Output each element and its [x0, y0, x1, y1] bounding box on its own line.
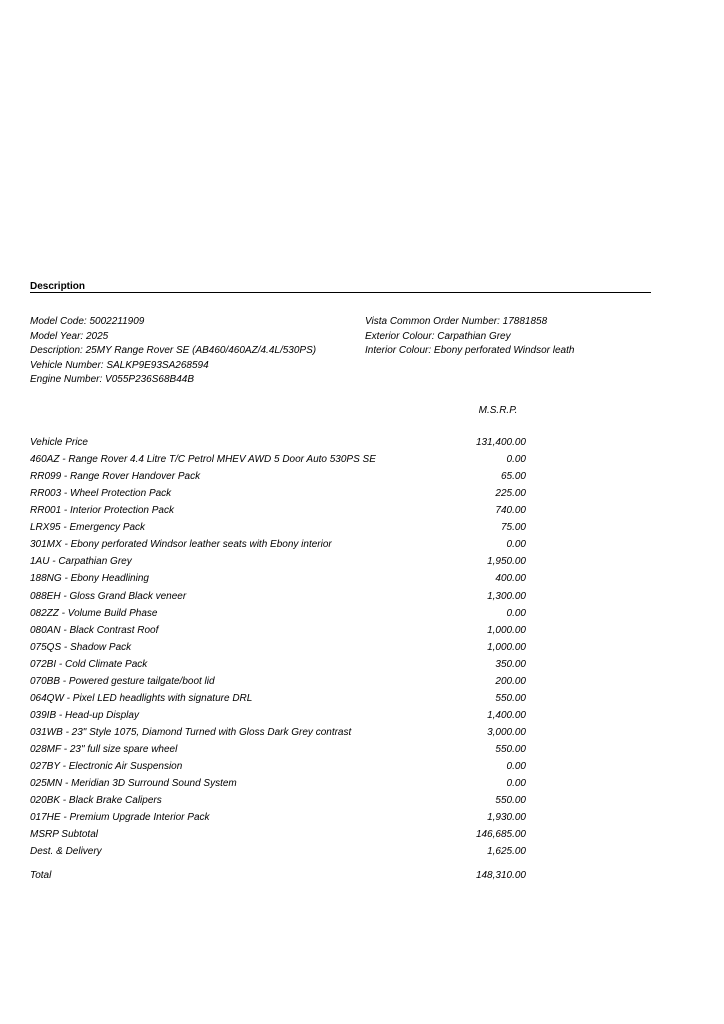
line-item-row [30, 573, 526, 586]
line-item-row [30, 710, 526, 723]
line-item-price: 0.00 [506, 539, 526, 551]
line-item-price: 146,685.00 [475, 829, 526, 841]
line-item-price: 65.00 [500, 471, 526, 483]
line-item-price: 0.00 [506, 454, 526, 466]
line-item-label: 020BK - Black Brake Calipers [30, 795, 162, 806]
line-item-label: 301MX - Ebony perforated Windsor leather seats with Ebony interior [30, 539, 332, 551]
vehicle-info-left [30, 315, 360, 388]
line-item-row [30, 727, 526, 740]
interior-colour: Interior Colour: Ebony perforated Windsor leath [365, 345, 575, 357]
line-item-price: 75.00 [500, 522, 526, 534]
line-item-label: RR003 - Wheel Protection Pack [30, 488, 172, 500]
line-item-row [30, 556, 526, 569]
line-item-label: RR001 - Interior Protection Pack [30, 505, 174, 517]
line-item-label: 072BI - Cold Climate Pack [30, 658, 148, 670]
line-item-row [30, 676, 526, 689]
line-item-label: 025MN - Meridian 3D Surround Sound System [30, 778, 237, 789]
line-item-label: RR099 - Range Rover Handover Pack [30, 471, 201, 483]
model-code: Model Code: 5002211909 [30, 316, 145, 327]
line-item-price: 1,300.00 [487, 590, 526, 602]
line-item-price: 550.00 [495, 692, 526, 704]
line-item-label: 031WB - 23" Style 1075, Diamond Turned with Gloss Dark Grey contrast [30, 726, 352, 738]
line-item-label: 188NG - Ebony Headlining [30, 573, 149, 585]
line-item-price: 200.00 [495, 675, 526, 687]
line-item-label: 028MF - 23" full size spare wheel [30, 743, 178, 755]
line-item-row [30, 471, 526, 484]
line-item-price: 0.00 [506, 607, 526, 619]
line-item-row [30, 522, 526, 535]
line-item-row [30, 829, 526, 842]
line-item-row [30, 778, 526, 791]
line-item-row [30, 488, 526, 501]
line-item-row [30, 693, 526, 706]
line-item-price: 400.00 [495, 573, 526, 585]
line-item-label: LRX95 - Emergency Pack [30, 522, 146, 534]
section-title: Description [30, 281, 86, 292]
line-item-label: 082ZZ - Volume Build Phase [30, 607, 158, 619]
line-item-price: 550.00 [495, 743, 526, 755]
line-item-price: 3,000.00 [487, 726, 526, 738]
line-item-label: 017HE - Premium Upgrade Interior Pack [30, 812, 210, 824]
line-item-row [30, 795, 526, 808]
line-item-row [30, 846, 526, 859]
line-item-label: 075QS - Shadow Pack [30, 641, 132, 653]
line-item-label: 460AZ - Range Rover 4.4 Litre T/C Petrol MHEV AWD 5 Door Auto 530PS SE [30, 454, 376, 466]
order-number: Vista Common Order Number: 17881858 [365, 316, 548, 327]
line-item-price: 550.00 [495, 795, 526, 806]
total-price: 148,310.00 [475, 870, 526, 881]
total-row [30, 870, 526, 883]
line-item-price: 0.00 [506, 761, 526, 772]
line-item-row [30, 642, 526, 655]
line-item-price: 225.00 [495, 488, 526, 500]
line-item-price: 1,930.00 [487, 812, 526, 824]
line-item-price: 350.00 [495, 658, 526, 670]
line-item-price: 740.00 [495, 505, 526, 517]
total-label: Total [30, 870, 52, 881]
line-item-price: 1,000.00 [487, 641, 526, 653]
line-item-price: 131,400.00 [475, 437, 526, 448]
line-item-row [30, 659, 526, 672]
line-item-label: 039IB - Head-up Display [30, 709, 139, 721]
line-item-price: 1,400.00 [487, 709, 526, 721]
line-item-row [30, 608, 526, 621]
line-item-price: 0.00 [506, 778, 526, 789]
line-item-row [30, 437, 526, 450]
line-item-label: Vehicle Price [30, 437, 88, 448]
exterior-colour: Exterior Colour: Carpathian Grey [365, 330, 511, 342]
line-item-row [30, 744, 526, 757]
engine-number: Engine Number: V055P236S68B44B [30, 374, 195, 386]
model-description: Description: 25MY Range Rover SE (AB460/460AZ/4.4L/530PS) [30, 345, 317, 357]
line-item-label: 080AN - Black Contrast Roof [30, 624, 159, 636]
line-item-label: 064QW - Pixel LED headlights with signature DRL [30, 692, 253, 704]
line-item-label: Dest. & Delivery [30, 846, 102, 858]
line-item-row [30, 625, 526, 638]
vehicle-info-right [365, 315, 665, 359]
line-item-price: 1,625.00 [487, 846, 526, 858]
line-item-label: 088EH - Gloss Grand Black veneer [30, 590, 187, 602]
vehicle-number: Vehicle Number: SALKP9E93SA268594 [30, 359, 209, 371]
line-item-price: 1,000.00 [487, 624, 526, 636]
line-item-row [30, 505, 526, 518]
line-item-row [30, 812, 526, 825]
line-item-label: 027BY - Electronic Air Suspension [30, 761, 183, 772]
line-item-label: 070BB - Powered gesture tailgate/boot lid [30, 675, 215, 687]
section-divider [30, 292, 651, 293]
line-item-row [30, 539, 526, 552]
model-year: Model Year: 2025 [30, 330, 109, 342]
line-item-price: 1,950.00 [487, 556, 526, 568]
price-column-header: M.S.R.P. [478, 405, 518, 416]
line-item-row [30, 761, 526, 774]
line-item-row [30, 454, 526, 467]
line-item-row [30, 591, 526, 604]
line-item-label: 1AU - Carpathian Grey [30, 556, 132, 568]
line-item-label: MSRP Subtotal [30, 829, 98, 841]
